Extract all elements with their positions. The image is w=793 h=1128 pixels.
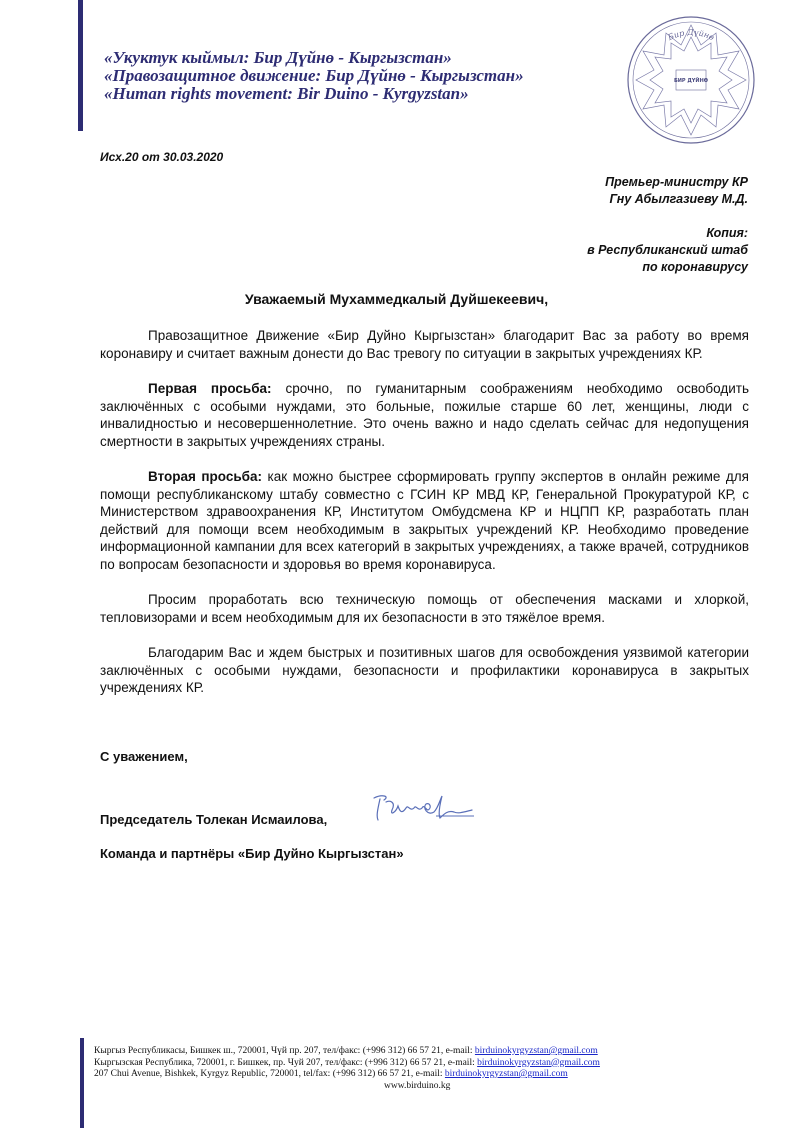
- footer-line-russian: Кыргызская Республика, 720001, г. Бишкек, пр. Чуй 207, тел/факс: (+996 312) 66 57 21, e-mail: birduinokyrgyzstan@gmail.com: [94, 1057, 600, 1068]
- addressee-title: Премьер-министру КР: [605, 175, 748, 189]
- letter-body: [100, 327, 749, 715]
- second-request-label: Вторая просьба:: [148, 469, 263, 484]
- closing-regards: С уважением,: [100, 749, 188, 764]
- copy-recipient-block: [587, 225, 748, 276]
- copy-label: Копия:: [706, 226, 748, 240]
- letterhead-line-english: «Human rights movement: Bir Duino - Kyrgyzstan»: [104, 84, 469, 103]
- footer-contacts: [94, 1046, 600, 1092]
- paragraph-intro: Правозащитное Движение «Бир Дуйно Кыргызстан» благодарит Вас за работу во время коронавиру и считает важным донести до Вас тревогу по ситуации в закрытых учреждениях КР.: [100, 328, 749, 361]
- footer-line-english: 207 Chui Avenue, Bishkek, Kyrgyz Republic, 720001, tel/fax: (+996 312) 66 57 21, e-mail: birduinokyrgyzstan@gmail.com: [94, 1069, 568, 1079]
- addressee-block: [605, 174, 748, 208]
- seal-text-top: Бир Дүйнө: [666, 27, 716, 43]
- organization-seal-logo: [626, 15, 756, 145]
- copy-recipient-line2: по коронавирусу: [642, 260, 748, 274]
- paragraph-thanks: Благодарим Вас и ждем быстрых и позитивных шагов для освобождения уязвимой категории заключённых с особыми нуждами, безопасности и профилактики коронавируса в закрытых учреждениях КР.: [100, 645, 749, 695]
- footer-email-link[interactable]: birduinokyrgyzstan@gmail.com: [444, 1069, 568, 1079]
- letterhead-line-russian: «Правозащитное движение: Бир Дүйнө - Кыргызстан»: [104, 66, 524, 85]
- footer-website[interactable]: www.birduino.kg: [384, 1080, 451, 1091]
- footer-email-link[interactable]: birduinokyrgyzstan@gmail.com: [474, 1046, 598, 1056]
- paragraph-second-request: [100, 468, 749, 573]
- letterhead-line-kyrgyz: «Укуктук кыймыл: Бир Дүйнө - Кыргызстан»: [104, 48, 452, 67]
- salutation: Уважаемый Мухаммедкалый Дуйшекеевич,: [244, 291, 549, 307]
- handwritten-signature: [368, 790, 488, 830]
- addressee-name: Гну Абылгазиеву М.Д.: [609, 192, 748, 206]
- chairperson-line: Председатель Толекан Исмаилова,: [100, 812, 328, 827]
- paragraph-first-request: [100, 380, 749, 450]
- copy-recipient-line1: в Республиканский штаб: [587, 243, 748, 257]
- letterhead: [104, 49, 524, 103]
- outgoing-reference-number: Исх.20 от 30.03.2020: [100, 150, 224, 164]
- first-request-text: срочно, по гуманитарным соображениям необходимо освободить заключённых с особыми нуждами, это больные, пожилые старше 60 лет, женщины, люди с инвалидностью и несовершеннолетние. Это очень важно и надо сделать сейчас для недопущения смертности в закрытых учреждениях страны.: [100, 381, 750, 449]
- footer-email-link[interactable]: birduinokyrgyzstan@gmail.com: [477, 1057, 600, 1068]
- paragraph-technical-help: Просим проработать всю техническую помощь от обеспечения масками и хлоркой, тепловизорами и всем необходимым для их безопасности в это тяжёлое время.: [100, 592, 749, 625]
- second-request-text: как можно быстрее сформировать группу экспертов в онлайн режиме для помощи республиканскому штабу совместно с ГСИН КР МВД КР, Генеральной Прокуратурой КР, с Министерством здравоохранения КР, Институтом Омбудсмена КР и НЦПП КР, разработать план действий для помощи всем необходимым в закрытых учреждений КР. Необходимо проведение информационной кампании для всех категорий в закрытых учреждениях, а также врачей, сотрудников по вопросам безопасности и здоровья во время коронавируса.: [100, 469, 749, 572]
- footer-accent-bar: [80, 1038, 84, 1128]
- letterhead-accent-bar: [78, 0, 83, 131]
- seal-text-center: БИР ДҮЙНӨ: [673, 78, 709, 84]
- footer-line-kyrgyz: Кыргыз Республикасы, Бишкек ш., 720001, Чүй пр. 207, тел/факс: (+996 312) 66 57 21, e-mail: birduinokyrgyzstan@gmail.com: [94, 1046, 598, 1056]
- svg-text:Бир Дүйнө: [665, 28, 715, 43]
- first-request-label: Первая просьба:: [148, 381, 272, 396]
- team-line: Команда и партнёры «Бир Дуйно Кыргызстан»: [100, 846, 404, 861]
